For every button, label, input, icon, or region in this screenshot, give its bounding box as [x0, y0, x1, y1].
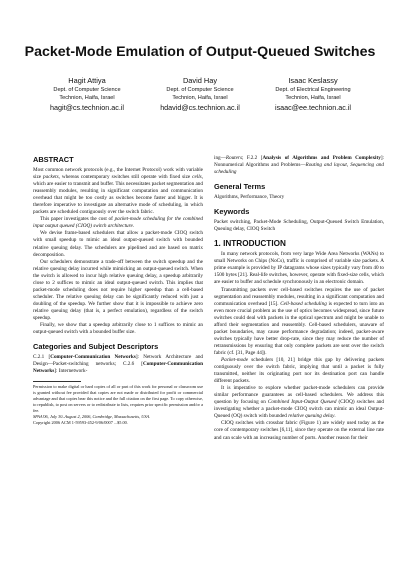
abstract-paragraph: Our schedulers demonstrate a trade-off between the switch speedup and the relative queuing delay incurred while mimicking an output-queued switch. When the switch is allowed to incur high relative queuing delay, a speedup arbitrarily close to 2 suffices to mimic an ideal output-queued switch. This implies that packet-mode scheduling does not require higher speedup than a cell-based scheduler. The relative queuing delay can be significantly reduced with just a doubling of the speedup. We further show that it is impossible to achieve zero relative queuing delay (that is, a perfect emulation), regardless of the switch speedup. — [33, 258, 203, 321]
venue-line: SPAA'06, July 30–August 2, 2006, Cambridge, Massachusetts, USA. — [33, 413, 151, 419]
categories-continued: ing—Routers; F.2.2 [Analysis of Algorithms and Problem Complexity]: Nonnumerical Algorithms and Problems—Routing and layout, Sequencing and scheduling — [214, 155, 384, 176]
left-column — [33, 155, 203, 426]
author-name: Isaac Keslassy — [288, 76, 338, 85]
author-email: isaac@ee.technion.ac.il — [274, 103, 352, 113]
abstract-paragraph: Most common network protocols (e.g., the Internet Protocol) work with variable size packets, whereas contemporary switches still operate with fixed size cells, which are easier to transmit and buffer. This necessitates packet segmentation and reassembly modules, resulting in significant computation and communication overhead that might be too costly as switches become faster and bigger. It is therefore imperative to investigate an alternative mode of scheduling, in which packets are scheduled contiguously over the switch fabric. — [33, 167, 203, 216]
author-dept: Dept. of Computer Science — [53, 87, 121, 93]
right-column — [214, 155, 384, 442]
author-institution: Technion, Haifa, Israel — [172, 95, 228, 102]
intro-paragraph: In many network protocols, from very large Wide Area Networks (WANs) to small Networks on Chips (NoCs), traffic is comprised of variable size packets. A prime example is provided by IP datagrams whose sizes typically vary from 40 to 1500 bytes [21]. Real-life switches, however, operate with fixed-size cells, which are easier to buffer and schedule synchronously in an electronic domain. — [214, 251, 384, 286]
abstract-paragraph: We devise frame-based schedulers that allow a packet-mode CIOQ switch with small speedup to mimic an ideal output-queued switch with bounded relative queuing delay. The schedulers are pipelined and are based on matrix decomposition. — [33, 230, 203, 258]
copyright-line: Copyright 2006 ACM 1-59593-452-9/06/0007 ...$5.00. — [33, 419, 128, 425]
categories-heading: Categories and Subject Descriptors — [33, 342, 159, 352]
general-terms: Algorithms, Performance, Theory — [214, 194, 285, 201]
paper-title: Packet-Mode Emulation of Output-Queued Switches — [24, 44, 376, 60]
author-dept: Dept. of Computer Science — [166, 87, 234, 93]
author-block-3 — [246, 76, 380, 113]
introduction-heading: 1. INTRODUCTION — [214, 239, 286, 249]
author-name: Hagit Attiya — [68, 76, 106, 85]
general-terms-heading: General Terms — [214, 182, 266, 192]
author-institution: Technion, Haifa, Israel — [59, 95, 115, 102]
abstract-heading: ABSTRACT — [33, 155, 74, 164]
author-name: David Hay — [182, 76, 218, 85]
keywords-heading: Keywords — [214, 207, 250, 217]
permission-footnote: Permission to make digital or hard copies of all or part of this work for personal or classroom use is granted without fee provided that copies are not made or distributed for profit or commercial advantage and that copies bear this notice and the full citation on the first page. To copy otherwise, to republish, to post on servers or to redistribute to lists, requires prior specific permission and/or a fee. SPAA'06, July 30–August 2, 2006, Cambridge, Massachusetts, USA. Copyright 2006 ACM 1-59593-452-9/06/0007 ...$5.00. — [33, 384, 203, 425]
abstract-paragraph: This paper investigates the cost of packet-mode scheduling for the combined input output queued (CIOQ) switch architecture. — [33, 216, 203, 230]
categories-text: C.2.1 [Computer-Communication Networks]: Network Architecture and Design—Packet-switching networks; C.2.6 [Computer-Communication Networks]: Internetwork- — [33, 354, 204, 375]
intro-paragraph: It is imperative to explore whether packet-mode schedulers can provide similar performance guarantees as cell-based schedulers. We address this question by focusing on Combined Input-Output Queued (CIOQ) switches and investigating whether a packet-mode CIOQ switch can mimic an ideal Output-Queued (OQ) switch with bounded relative queuing delay. — [214, 385, 384, 420]
intro-paragraph: CIOQ switches with crossbar fabric (Figure 1) are widely used today as the core of contemporary switches [6,11], since they operate on the external line rate and can scale with an increasing number of ports. Another reason for their — [214, 420, 384, 441]
abstract-paragraph: Finally, we show that a speedup arbitrarily close to 1 suffices to mimic an output-queued switch with a bounded buffer size. — [33, 322, 203, 336]
intro-paragraph: Transmitting packets over cell-based switches requires the use of packet segmentation and reassembly modules, resulting in a significant computation and communication overhead [15]. Cell-based scheduling is expected to turn into an even more crucial problem as the use of optics becomes widespread, since future switches could deal with packets in the optical spectrum and might be unable to afford their segmentation and reassembly. Cell-based schedulers, unaware of packet boundaries, may cause performance degradation; indeed, packet-aware switches typically have better drop-rate, since they may reduce the number of retransmissions by ensuring that only complete packets are sent over the switch fabric (cf. [31, Page 44]). — [214, 286, 384, 356]
author-dept: Dept. of Electrical Engineering — [275, 87, 351, 93]
author-institution: Technion, Haifa, Israel — [285, 95, 341, 102]
intro-paragraph: Packet-mode schedulers [10, 21] bridge this gap by delivering packets contiguously over the switch fabric, implying that until a packet is fully transmitted, neither its originating port nor its destination port can handle different packets. — [214, 356, 384, 385]
author-email: hagit@cs.technion.ac.il — [49, 103, 125, 113]
keywords: Packet switching, Packet-Mode Scheduling, Output-Queued Switch Emulation, Queuing delay, CIOQ Switch — [214, 219, 384, 233]
author-email: hdavid@cs.technion.ac.il — [160, 103, 240, 113]
footnote-rule — [33, 381, 81, 382]
